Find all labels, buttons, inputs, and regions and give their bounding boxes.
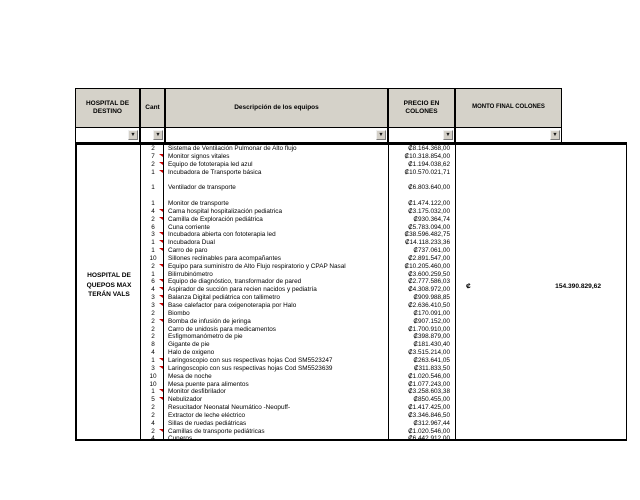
filter-dropdown-descripcion-icon[interactable]: ▼ — [376, 130, 386, 140]
filter-cell-descripcion — [165, 127, 388, 142]
comment-indicator-icon — [159, 366, 163, 369]
table-row[interactable] — [77, 318, 626, 326]
cant-cell[interactable]: 8 — [151, 341, 155, 349]
price-cell[interactable]: ₡6.803.640,00 — [408, 184, 450, 192]
description-cell[interactable]: Bilirrubinómetro — [168, 270, 213, 278]
price-cell[interactable]: ₡909.988,85 — [413, 294, 450, 302]
hospital-name-line: QUEPOS MAX — [86, 281, 132, 289]
table-row[interactable] — [77, 247, 626, 255]
description-cell[interactable]: Nebulizador — [168, 396, 203, 404]
header-monto-final[interactable] — [455, 88, 562, 128]
description-cell[interactable]: Resucitador Neonatal Neumático -Neopuff- — [168, 404, 291, 412]
table-row[interactable] — [77, 294, 626, 302]
description-cell[interactable]: Monitor de transporte — [168, 199, 229, 207]
price-cell[interactable]: ₡1.077.243,00 — [408, 380, 450, 388]
description-cell[interactable]: Gigante de pie — [168, 341, 210, 349]
description-cell[interactable]: Laringoscopio con sus respectivas hojas Cod SM5523639 — [168, 364, 333, 372]
description-cell[interactable]: Base calefactor para oxigenoterapia por Halo — [168, 302, 297, 309]
header-hospital-label: HOSPITAL DE DESTINO — [85, 99, 130, 115]
header-descripcion-label: Descripción de los equipos — [234, 103, 319, 111]
header-monto-label: MONTO FINAL COLONES — [472, 104, 545, 111]
header-descripcion[interactable] — [165, 88, 388, 128]
table-row[interactable] — [77, 357, 626, 365]
table-row[interactable] — [77, 404, 626, 412]
description-cell[interactable]: Ventilador de transporte — [168, 184, 236, 192]
description-cell[interactable]: Balanza Digital pediátrica con tallimetro — [168, 294, 280, 302]
description-cell[interactable]: Esfigmomanómetro de pie — [168, 333, 243, 341]
table-row[interactable] — [77, 200, 626, 208]
filter-cell-cant — [140, 127, 165, 142]
header-precio-label: PRECIO EN COLONES — [403, 99, 440, 115]
price-cell[interactable]: ₡3.346.846,50 — [408, 411, 450, 419]
table-row[interactable] — [77, 373, 626, 381]
filter-cell-precio — [388, 127, 455, 142]
description-cell[interactable]: Sillones reclinables para acompañantes — [168, 254, 281, 262]
description-cell[interactable]: Incubadora abierta con fototerapia led — [168, 231, 276, 239]
cant-cell[interactable]: 2 — [151, 411, 155, 419]
currency-symbol: ₡ — [466, 283, 471, 290]
cant-cell[interactable]: 2 — [151, 160, 155, 168]
cant-cell[interactable]: 6 — [151, 278, 155, 286]
equipment-table — [75, 142, 627, 441]
price-cell[interactable]: ₡181.430,40 — [413, 341, 450, 349]
comment-indicator-icon — [159, 264, 163, 267]
table-row[interactable] — [77, 255, 626, 263]
table-row[interactable] — [77, 396, 626, 404]
filter-cell-hospital — [75, 127, 140, 142]
cant-cell[interactable]: 4 — [151, 419, 155, 427]
table-row[interactable] — [77, 341, 626, 349]
price-cell[interactable]: ₡1.020.546,00 — [408, 427, 450, 435]
comment-indicator-icon — [159, 397, 163, 400]
header-precio[interactable] — [388, 88, 455, 128]
table-row[interactable] — [77, 176, 626, 184]
table-row[interactable] — [77, 239, 626, 247]
cant-cell[interactable]: 2 — [151, 325, 155, 333]
price-cell[interactable]: ₡263.641,05 — [413, 356, 450, 364]
description-cell[interactable]: Mesa puente para alimentos — [168, 380, 249, 388]
cant-cell[interactable]: 3 — [151, 364, 155, 372]
table-row[interactable] — [77, 302, 626, 310]
price-cell[interactable]: ₡2.777.586,03 — [408, 278, 450, 286]
header-cant-label: Cant — [145, 103, 160, 111]
comment-indicator-icon — [159, 389, 163, 392]
table-row[interactable] — [77, 428, 626, 436]
price-cell[interactable]: ₡1.020.546,00 — [408, 372, 450, 380]
comment-indicator-icon — [159, 287, 163, 290]
cant-cell[interactable]: 3 — [151, 302, 155, 309]
monto-final-cell[interactable] — [458, 282, 626, 291]
header-cant[interactable] — [140, 88, 165, 128]
table-row[interactable] — [77, 145, 626, 153]
price-cell[interactable]: ₡398.879,00 — [413, 333, 450, 341]
description-cell[interactable]: Monitor desfibrilador — [168, 388, 226, 396]
cant-cell[interactable]: 4 — [151, 207, 155, 215]
price-cell[interactable]: ₡10.570.021,71 — [404, 168, 450, 176]
price-cell[interactable]: ₡2.891.547,00 — [408, 254, 450, 262]
table-row[interactable] — [77, 216, 626, 224]
description-cell[interactable]: Equipo de diagnóstico, transformador de pared — [168, 278, 302, 286]
hospital-name-line: HOSPITAL DE — [87, 272, 131, 279]
price-cell[interactable]: ₡170.091,00 — [413, 309, 450, 317]
cant-cell[interactable]: 2 — [151, 262, 155, 270]
cant-cell[interactable]: 1 — [151, 239, 155, 247]
comment-indicator-icon — [159, 232, 163, 235]
comment-indicator-icon — [159, 358, 163, 361]
comment-indicator-icon — [159, 279, 163, 282]
comment-indicator-icon — [159, 154, 163, 157]
cant-cell[interactable]: 6 — [151, 223, 155, 231]
price-cell[interactable]: ₡8.164.368,00 — [408, 145, 450, 152]
price-cell[interactable]: ₡3.175.032,00 — [408, 207, 450, 215]
table-row[interactable] — [77, 153, 626, 161]
description-cell[interactable]: Incubadora de Transporte básica — [168, 168, 262, 176]
table-row[interactable] — [77, 381, 626, 389]
table-row[interactable] — [77, 435, 626, 443]
price-cell[interactable]: ₡312.967,44 — [413, 419, 450, 427]
table-row[interactable] — [77, 192, 626, 200]
table-row[interactable] — [77, 231, 626, 239]
header-hospital-destino[interactable] — [75, 88, 140, 128]
comment-indicator-icon — [159, 303, 163, 306]
table-row[interactable] — [77, 310, 626, 318]
table-row[interactable] — [77, 263, 626, 271]
comment-indicator-icon — [159, 217, 163, 220]
description-cell[interactable]: Equipo para suministro de Alto Flujo respiratorio y CPAP Nasal — [168, 262, 346, 270]
description-cell[interactable]: Biombo — [168, 309, 190, 317]
description-cell[interactable]: Cuna corriente — [168, 223, 210, 231]
cant-cell[interactable]: 3 — [151, 231, 155, 239]
price-cell[interactable]: ₡930.364,74 — [413, 215, 450, 223]
description-cell[interactable]: Monitor signos vitales — [168, 152, 230, 160]
table-row[interactable] — [77, 420, 626, 428]
description-cell[interactable]: Bomba de infusión de jeringa — [168, 317, 251, 325]
filter-dropdown-cant-icon[interactable]: ▼ — [153, 130, 163, 140]
table-row[interactable] — [77, 349, 626, 357]
cant-cell[interactable]: 1 — [151, 184, 155, 192]
cant-cell[interactable]: 1 — [151, 247, 155, 255]
cant-cell[interactable]: 10 — [149, 372, 157, 380]
filter-dropdown-hospital-icon[interactable]: ▼ — [128, 130, 138, 140]
table-row[interactable] — [77, 333, 626, 341]
cant-cell[interactable]: 1 — [151, 388, 155, 396]
cant-cell[interactable]: 10 — [149, 254, 157, 262]
table-row[interactable] — [77, 208, 626, 216]
cant-cell[interactable]: 3 — [151, 294, 155, 302]
cant-cell[interactable]: 4 — [151, 286, 155, 294]
cant-cell[interactable]: 2 — [151, 333, 155, 341]
comment-indicator-icon — [159, 248, 163, 251]
description-cell[interactable]: Halo de oxigeno — [168, 349, 215, 357]
comment-indicator-icon — [159, 240, 163, 243]
price-cell[interactable]: ₡1.417.425,00 — [408, 404, 450, 412]
description-cell[interactable]: Cuneros — [168, 435, 193, 443]
cant-cell[interactable]: 2 — [151, 309, 155, 317]
price-cell[interactable]: ₡10.205.460,00 — [404, 262, 450, 270]
cant-cell[interactable]: 2 — [151, 404, 155, 412]
cant-cell[interactable]: 2 — [151, 427, 155, 435]
cant-cell[interactable]: 1 — [151, 168, 155, 176]
price-cell[interactable]: ₡38.596.482,75 — [404, 231, 450, 239]
price-cell[interactable]: ₡14.118.233,36 — [404, 239, 450, 247]
cant-cell[interactable]: 7 — [151, 152, 155, 160]
price-cell[interactable]: ₡5.783.094,00 — [408, 223, 450, 231]
description-cell[interactable]: Sillas de ruedas pediátricas — [168, 419, 247, 427]
price-cell[interactable]: ₡6.442.912,00 — [408, 435, 450, 443]
comment-indicator-icon — [159, 295, 163, 298]
comment-indicator-icon — [159, 429, 163, 432]
filter-dropdown-monto-icon[interactable]: ▼ — [550, 130, 560, 140]
price-cell[interactable]: ₡3.600.259,50 — [408, 270, 450, 278]
comment-indicator-icon — [159, 209, 163, 212]
table-row[interactable] — [77, 169, 626, 177]
table-row[interactable] — [77, 326, 626, 334]
description-cell[interactable]: Camillas de transporte pediátricas — [168, 427, 265, 435]
cant-cell[interactable]: 1 — [151, 356, 155, 364]
cant-cell[interactable]: 2 — [151, 317, 155, 325]
price-cell[interactable]: ₡1.700.910,00 — [408, 325, 450, 333]
table-row[interactable] — [77, 412, 626, 420]
description-cell[interactable]: Extractor de leche eléctrico — [168, 411, 246, 419]
comment-indicator-icon — [159, 170, 163, 173]
price-cell[interactable]: ₡907.152,00 — [413, 317, 450, 325]
price-cell[interactable]: ₡10.318.854,00 — [404, 152, 450, 160]
table-row[interactable] — [77, 224, 626, 232]
cant-cell[interactable]: 2 — [151, 145, 155, 152]
price-cell[interactable]: ₡3.515.214,00 — [408, 349, 450, 357]
description-cell[interactable]: Mesa de noche — [168, 372, 212, 380]
cant-cell[interactable]: 5 — [151, 396, 155, 404]
price-cell[interactable]: ₡2.636.410,50 — [408, 302, 450, 309]
filter-cell-monto — [455, 127, 562, 142]
cant-cell[interactable]: 2 — [151, 215, 155, 223]
description-cell[interactable]: Camilla de Exploración pediátrica — [168, 215, 263, 223]
price-cell[interactable]: ₡311.833,50 — [413, 364, 450, 372]
description-cell[interactable]: Aspirador de succión para recien nacidos y pediatría — [168, 286, 317, 294]
cant-cell[interactable]: 1 — [151, 199, 155, 207]
cant-cell[interactable]: 1 — [151, 270, 155, 278]
table-row[interactable] — [77, 365, 626, 373]
description-cell[interactable]: Cama hospital hospitalización pediatrica — [168, 207, 283, 215]
table-row[interactable] — [77, 161, 626, 169]
description-cell[interactable]: Laringoscopio con sus respectivas hojas Cod SM5523247 — [168, 356, 333, 364]
price-cell[interactable]: ₡737.061,00 — [413, 247, 450, 255]
price-cell[interactable]: ₡850.455,00 — [413, 396, 450, 404]
comment-indicator-icon — [159, 162, 163, 165]
description-cell[interactable]: Carro de unidosis para medicamentos — [168, 325, 276, 333]
description-cell[interactable]: Sistema de Ventilación Pulmonar de Alto flujo — [168, 145, 297, 152]
cant-cell[interactable]: 4 — [151, 435, 155, 443]
price-cell[interactable]: ₡4.308.972,00 — [408, 286, 450, 294]
description-cell[interactable]: Incubadora Dual — [168, 239, 215, 247]
price-cell[interactable]: ₡1.474.122,00 — [408, 199, 450, 207]
price-cell[interactable]: ₡3.258.603,38 — [408, 388, 450, 396]
price-cell[interactable]: ₡1.194.038,62 — [408, 160, 450, 168]
table-row[interactable] — [77, 184, 626, 192]
table-row[interactable] — [77, 271, 626, 279]
table-row[interactable] — [77, 388, 626, 396]
hospital-name-line: TERÁN VALS — [88, 291, 130, 298]
description-cell[interactable]: Carro de paro — [168, 247, 208, 255]
comment-indicator-icon — [159, 319, 163, 322]
filter-dropdown-precio-icon[interactable]: ▼ — [443, 130, 453, 140]
monto-final-value: 154.390.829,62 — [555, 283, 601, 290]
cant-cell[interactable]: 10 — [149, 380, 157, 388]
description-cell[interactable]: Equipo de fototerapia led azul — [168, 160, 253, 168]
cant-cell[interactable]: 4 — [151, 349, 155, 357]
